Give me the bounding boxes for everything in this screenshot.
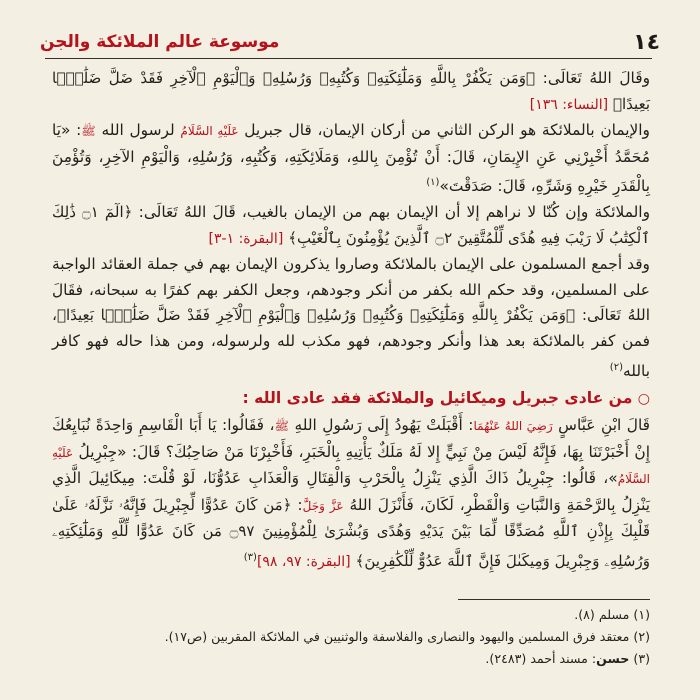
p1-lead: وقَالَ اللهُ تَعَالَى: [535,69,651,87]
quran-quote: ﴿وَمَن يَكْفُرْ بِاللَّهِ وَمَلَٰٓئِكَتِهِۦ وَكُتُبِهِۦ وَرُسُلِهِۦ وَٱلْيَوْمِ ٱلْآخِرِ فَقَدْ ضَلَّ ضَلَٰلًۢا بَعِيدًا﴾ [56,306,576,325]
footnote-item [80,648,650,670]
page-number: ١٤ [633,29,660,55]
verse-reference: [البقرة: ٩٧، ٩٨] [256,554,351,571]
footnote-divider [458,599,650,600]
paragraph-2 [52,118,650,200]
paragraph-3 [52,200,650,252]
footnote-text: معتقد فرق المسلمين واليهود والنصارى والفلاسفة والوثنيين في الملائكة المقربين (ص١٧). [164,629,630,644]
honorific-ibn-abbas: رَضِيَ اللهُ عَنْهُمَا [473,418,553,433]
p5-text-a: قَالَ ابْنِ عَبَّاسٍ [552,415,650,434]
footnote-grade: حسن [596,651,630,666]
paragraph-5 [52,413,650,576]
paragraph-1 [52,66,650,118]
footnote-marker: (٣) [243,551,257,563]
p5-text-d: »، قَالُوا: جِبْرِيلُ ذَاكَ الَّذِي يَنْزِلُ بِالْحَرْبِ وَالْقِتَالِ وَالْعَذَابِ عَدُوُّنَا، لَوْ قُلْتَ: مِيكَائِيلَ الَّذِي يَنْزِلُ بِالرَّحْمَةِ وَالنَّبَاتِ وَالْقَطْرِ، لَكَانَ، فَأَنْزَلَ اللهُ [52,469,651,514]
footnote-number: (٣) [633,651,650,666]
circle-bullet-icon: ○ [637,391,650,408]
running-title: موسوعة عالم الملائكة والجن [40,32,280,52]
p5-text-c: ، فَقَالُوا: يَا أَبَا الْقَاسِمِ وَاحِدَةً نُبَايِعُكَ إِنْ أَخْبَرْتَنَا بِهَا، فَإِنَّهُ لَيْسَ مِنْ نَبِيٍّ إِلا لَهُ مَلَكٌ يَأْتِيهِ بِالْخَبَرِ، فَأَخْبِرْنَا مَنْ صَاحِبُكَ؟ قَالَ: «جِبْرِيلُ [52,415,650,461]
verse-reference: [النساء: ١٣٦] [529,96,609,113]
quran-quote: ﴿مَن كَانَ عَدُوًّا لِّجِبْرِيلَ فَإِنَّهُۥ نَزَّلَهُۥ عَلَىٰ قَلْبِكَ بِإِذْنِ ٱللَّهِ مُصَدِّقًا لِّمَا بَيْنَ يَدَيْهِ وَهُدًى وَبُشْرَىٰ لِلْمُؤْمِنِينَ ۝٩٧ مَن كَانَ عَدُوًّا لِّلَّهِ وَمَلَٰٓئِكَتِهِۦ وَرُسُلِهِۦ وَجِبْرِيلَ وَمِيكَىٰلَ فَإِنَّ ٱللَّهَ عَدُوٌّ لِّلْكَٰفِرِينَ﴾ [52,495,651,571]
footnote-marker: (١) [426,177,440,189]
footnote-item [80,626,650,648]
footnote-text: مسلم (٨). [574,607,630,622]
header-divider [45,58,652,59]
quran-quote: ﴿الٓمٓ ۝١ ذَٰلِكَ ٱلْكِتَٰبُ لَا رَيْبَ فِيهِ هُدًى لِّلْمُتَّقِينَ ۝٢ ٱلَّذِينَ يُؤْمِنُونَ بِٱلْغَيْبِ﴾ [52,203,650,247]
honorific-prophet: ﷺ [274,418,289,433]
section-heading [52,386,650,413]
honorific-prophet: ﷺ [81,124,96,139]
verse-reference: [البقرة: ١-٣] [208,230,284,247]
honorific-allah: عَزَّ وَجَلَّ [302,498,344,513]
p5-text-e: : [291,495,303,514]
p2-text-b: لرسول الله [95,121,181,140]
footnote-text: : مسند أحمد (٢٤٨٣). [485,651,597,666]
footnote-number: (٢) [633,629,650,644]
honorific-jibril: عَلَيْهِ السَّلَامُ [180,124,239,139]
p5-text-b: : أَقْبَلَتْ يَهُودُ إِلَى رَسُولِ اللهِ [288,415,474,434]
p2-text-a: والإيمان بالملائكة هو الركن الثاني من أركان الإيمان، قال جبريل [238,121,650,140]
page-header [40,28,660,56]
honorific-jibril: عَلَيْهِ السَّلَامُ [52,445,650,487]
footnotes [80,604,650,670]
p4-text-b: ، فمن كفر بالملائكة بعد هذا وأنكر وجودهم، فهو مكذب لله ولرسوله، ومن هذا حاله فهو كافر بالله [52,306,650,380]
paragraph-4 [52,252,650,384]
hadith-text: : «يَا مُحَمَّدُ أَخْبِرْنِي عَنِ الإِيمَانِ، قَالَ: أَنْ تُؤْمِنَ بِاللهِ، وَمَلَائِكَتِهِ، وَكُتُبِهِ، وَرُسُلِهِ، وَالْيَوْمِ الآخِرِ، وَتُؤْمِنَ بِالْقَدَرِ خَيْرِهِ وَشَرِّهِ، قَالَ: صَدَقْتَ» [52,121,650,196]
footnote-number: (١) [633,607,650,622]
main-text [52,66,650,576]
section-heading-text: من عادى جبريل وميكائيل والملائكة فقد عادى الله : [242,389,633,408]
p3-text: والملائكة وإن كُنّا لا نراهم إلا أن الإيمان بهم من الإيمان بالغيب، قَالَ اللهُ تَعَالَى: [138,203,650,222]
footnote-item [80,604,650,626]
p4-text-a: وقد أجمع المسلمون على الإيمان بالملائكة وصاروا يذكرون الإيمان بهم في جملة العقائد الواجبة على المسلمين، وقد حكم الله بكفر من أنكر وجودهم، وجعل الكفر بهم كفرًا به سبحانه، فقَالَ اللهُ تَعَالَى: [52,255,650,325]
footnote-marker: (٢) [609,361,623,373]
quran-quote: ﴿وَمَن يَكْفُرْ بِاللَّهِ وَمَلَٰٓئِكَتِهِۦ وَكُتُبِهِۦ وَرُسُلِهِۦ وَٱلْيَوْمِ ٱلْآخِرِ فَقَدْ ضَلَّ ضَلَٰلًۢا بَعِيدًا﴾ [52,69,650,113]
